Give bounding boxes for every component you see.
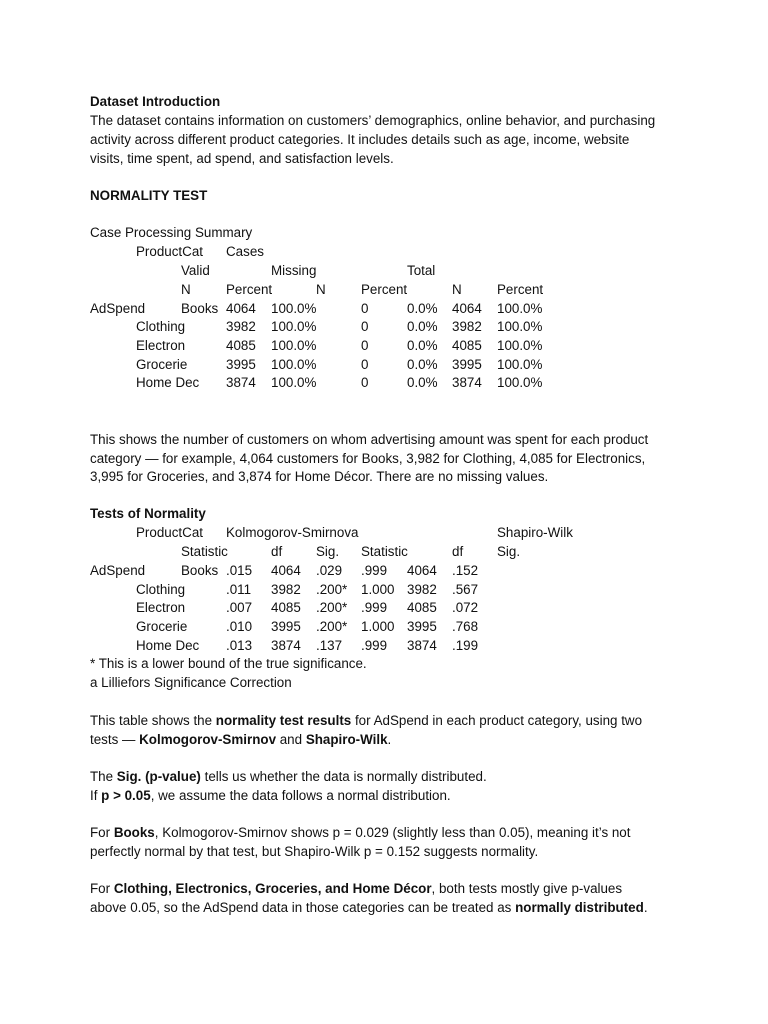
case-pct-total: 100.0% [497, 301, 543, 316]
case-pct-valid: 100.0% [271, 375, 317, 390]
para2-text: The [90, 769, 117, 784]
case-pct-total: 100.0% [497, 338, 543, 353]
tests-cat: Clothing [136, 582, 186, 597]
tests-cat: Electron [136, 600, 186, 615]
tests-variable-label: AdSpend [90, 563, 146, 578]
case-pct-total: 100.0% [497, 319, 543, 334]
para2-text: , we assume the data follows a normal distribution. [150, 788, 451, 803]
case-cat: Grocerie [136, 357, 188, 372]
tests-sw-stat: .999 [361, 600, 388, 615]
para2-text: If [90, 788, 102, 803]
tests-cat: Grocerie [136, 619, 188, 634]
tests-sw-df: 3982 [407, 582, 437, 597]
case-variable-label: AdSpend [90, 301, 146, 316]
case-total-label: Total [407, 263, 436, 278]
case-n-valid: 4064 [226, 301, 256, 316]
tests-sw-stat: 1.000 [361, 582, 395, 597]
case-pct-total: 100.0% [497, 357, 543, 372]
case-n-valid: 3982 [226, 319, 256, 334]
tests-cat: Books [181, 563, 219, 578]
tests-ks-df: 4085 [271, 600, 301, 615]
tests-sw-sig: .567 [452, 582, 479, 597]
para4-text: . [643, 900, 648, 915]
tests-col-sig-sw: Sig. [497, 544, 521, 559]
tests-ks-df: 4064 [271, 563, 301, 578]
case-pct-total: 100.0% [497, 375, 543, 390]
case-pct-valid: 100.0% [271, 319, 317, 334]
case-cases-label: Cases [226, 244, 264, 259]
tests-sw-label: Shapiro-Wilk [497, 525, 573, 540]
case-n-total: 3874 [452, 375, 482, 390]
intro-line-3: visits, time spent, ad spend, and satisfaction levels. [90, 151, 394, 166]
case-pct-valid: 100.0% [271, 338, 317, 353]
case-pct-missing: 0.0% [407, 375, 438, 390]
para4-text: above 0.05, so the AdSpend data in those categories can be treated as [90, 900, 516, 915]
tests-ks-sig: .200* [316, 600, 348, 615]
tests-sw-df: 4064 [407, 563, 437, 578]
tests-ks-sig: .029 [316, 563, 343, 578]
para3-line-1 [90, 823, 630, 842]
case-cat: Electron [136, 338, 186, 353]
case-pct-missing: 0.0% [407, 301, 438, 316]
case-explanation-line-3: 3,995 for Groceries, and 3,874 for Home Décor. There are no missing values. [90, 469, 549, 484]
para4-text: , both tests mostly give p-values [431, 881, 623, 896]
para1-bold: Shapiro-Wilk [305, 732, 388, 747]
para3-line-2: perfectly normal by that test, but Shapiro-Wilk p = 0.152 suggests normality. [90, 844, 539, 859]
para1-text: tests — [90, 732, 140, 747]
case-n-missing: 0 [361, 319, 369, 334]
tests-ks-df: 3995 [271, 619, 301, 634]
tests-ks-sig: .200* [316, 582, 348, 597]
case-n-valid: 3874 [226, 375, 256, 390]
tests-cat: Home Dec [136, 638, 200, 653]
para1-bold: Kolmogorov-Smirnov [139, 732, 277, 747]
para1-bold: normality test results [215, 713, 352, 728]
intro-line-2: activity across different product categories. It includes details such as age, income, website [90, 132, 630, 147]
tests-sw-sig: .152 [452, 563, 479, 578]
para2-line-1 [90, 767, 487, 786]
para4-line-2 [90, 898, 648, 917]
para2-line-2 [90, 786, 451, 805]
case-n-total: 4085 [452, 338, 482, 353]
case-n-total: 4064 [452, 301, 482, 316]
case-cat: Clothing [136, 319, 186, 334]
tests-col-sig-ks: Sig. [316, 544, 340, 559]
case-n-valid: 4085 [226, 338, 256, 353]
tests-ks-label: Kolmogorov-Smirnova [226, 525, 359, 540]
para1-text: . [387, 732, 392, 747]
case-col-n-valid: N [181, 282, 191, 297]
tests-sw-stat: 1.000 [361, 619, 395, 634]
tests-sw-df: 3995 [407, 619, 437, 634]
tests-col-statistic-sw: Statistic [361, 544, 408, 559]
case-n-total: 3995 [452, 357, 482, 372]
case-pct-valid: 100.0% [271, 301, 317, 316]
case-productcat-label: ProductCat [136, 244, 203, 259]
intro-line-1: The dataset contains information on customers’ demographics, online behavior, and purchasing [90, 113, 656, 128]
case-col-n-total: N [452, 282, 462, 297]
para2-bold: p > 0.05 [101, 788, 151, 803]
intro-heading: Dataset Introduction [90, 94, 221, 109]
case-cat: Home Dec [136, 375, 200, 390]
case-n-missing: 0 [361, 301, 369, 316]
tests-sw-sig: .199 [452, 638, 479, 653]
tests-ks-sig: .137 [316, 638, 343, 653]
para1-line-1 [90, 711, 642, 730]
para2-bold: Sig. (p-value) [116, 769, 201, 784]
case-missing-label: Missing [271, 263, 317, 278]
para3-bold: Books [113, 825, 155, 840]
tests-ks-stat: .010 [226, 619, 253, 634]
case-n-valid: 3995 [226, 357, 256, 372]
normality-heading: NORMALITY TEST [90, 188, 208, 203]
case-n-missing: 0 [361, 357, 369, 372]
case-pct-missing: 0.0% [407, 338, 438, 353]
case-explanation-line-2: category — for example, 4,064 customers for Books, 3,982 for Clothing, 4,085 for Electronics, [90, 451, 646, 466]
case-col-percent-total: Percent [497, 282, 544, 297]
tests-ks-stat: .013 [226, 638, 253, 653]
tests-ks-df: 3874 [271, 638, 301, 653]
case-valid-label: Valid [181, 263, 210, 278]
case-cat: Books [181, 301, 219, 316]
para3-text: , Kolmogorov-Smirnov shows p = 0.029 (slightly less than 0.05), meaning it’s not [154, 825, 631, 840]
tests-sw-stat: .999 [361, 563, 388, 578]
tests-ks-stat: .011 [226, 582, 252, 597]
tests-ks-sig: .200* [316, 619, 348, 634]
para1-line-2 [90, 730, 391, 749]
case-summary-title: Case Processing Summary [90, 225, 253, 240]
para2-text: tells us whether the data is normally distributed. [200, 769, 487, 784]
case-pct-missing: 0.0% [407, 319, 438, 334]
para1-text: and [276, 732, 306, 747]
case-col-percent-missing: Percent [361, 282, 408, 297]
tests-footnote-2: a Lilliefors Significance Correction [90, 675, 292, 690]
case-pct-valid: 100.0% [271, 357, 317, 372]
case-col-n-missing: N [316, 282, 326, 297]
para4-bold: Clothing, Electronics, Groceries, and Home Décor [113, 881, 432, 896]
tests-ks-df: 3982 [271, 582, 301, 597]
tests-sw-stat: .999 [361, 638, 388, 653]
tests-productcat-label: ProductCat [136, 525, 203, 540]
para4-line-1 [90, 879, 622, 898]
para4-bold: normally distributed [515, 900, 644, 915]
para4-text: For [90, 881, 114, 896]
tests-footnote-1: * This is a lower bound of the true significance. [90, 656, 367, 671]
tests-sw-df: 4085 [407, 600, 437, 615]
tests-sw-sig: .768 [452, 619, 479, 634]
tests-title: Tests of Normality [90, 506, 206, 521]
case-pct-missing: 0.0% [407, 357, 438, 372]
tests-sw-sig: .072 [452, 600, 479, 615]
tests-col-df-ks: df [271, 544, 283, 559]
para1-text: for AdSpend in each product category, using two [351, 713, 643, 728]
case-n-total: 3982 [452, 319, 482, 334]
case-col-percent-valid: Percent [226, 282, 273, 297]
case-explanation-line-1: This shows the number of customers on whom advertising amount was spent for each product [90, 432, 649, 447]
para3-text: For [90, 825, 114, 840]
tests-ks-stat: .015 [226, 563, 253, 578]
para1-text: This table shows the [90, 713, 216, 728]
tests-sw-df: 3874 [407, 638, 437, 653]
tests-col-df-sw: df [452, 544, 464, 559]
case-n-missing: 0 [361, 375, 369, 390]
tests-ks-stat: .007 [226, 600, 253, 615]
tests-col-statistic-ks: Statistic [181, 544, 228, 559]
case-n-missing: 0 [361, 338, 369, 353]
